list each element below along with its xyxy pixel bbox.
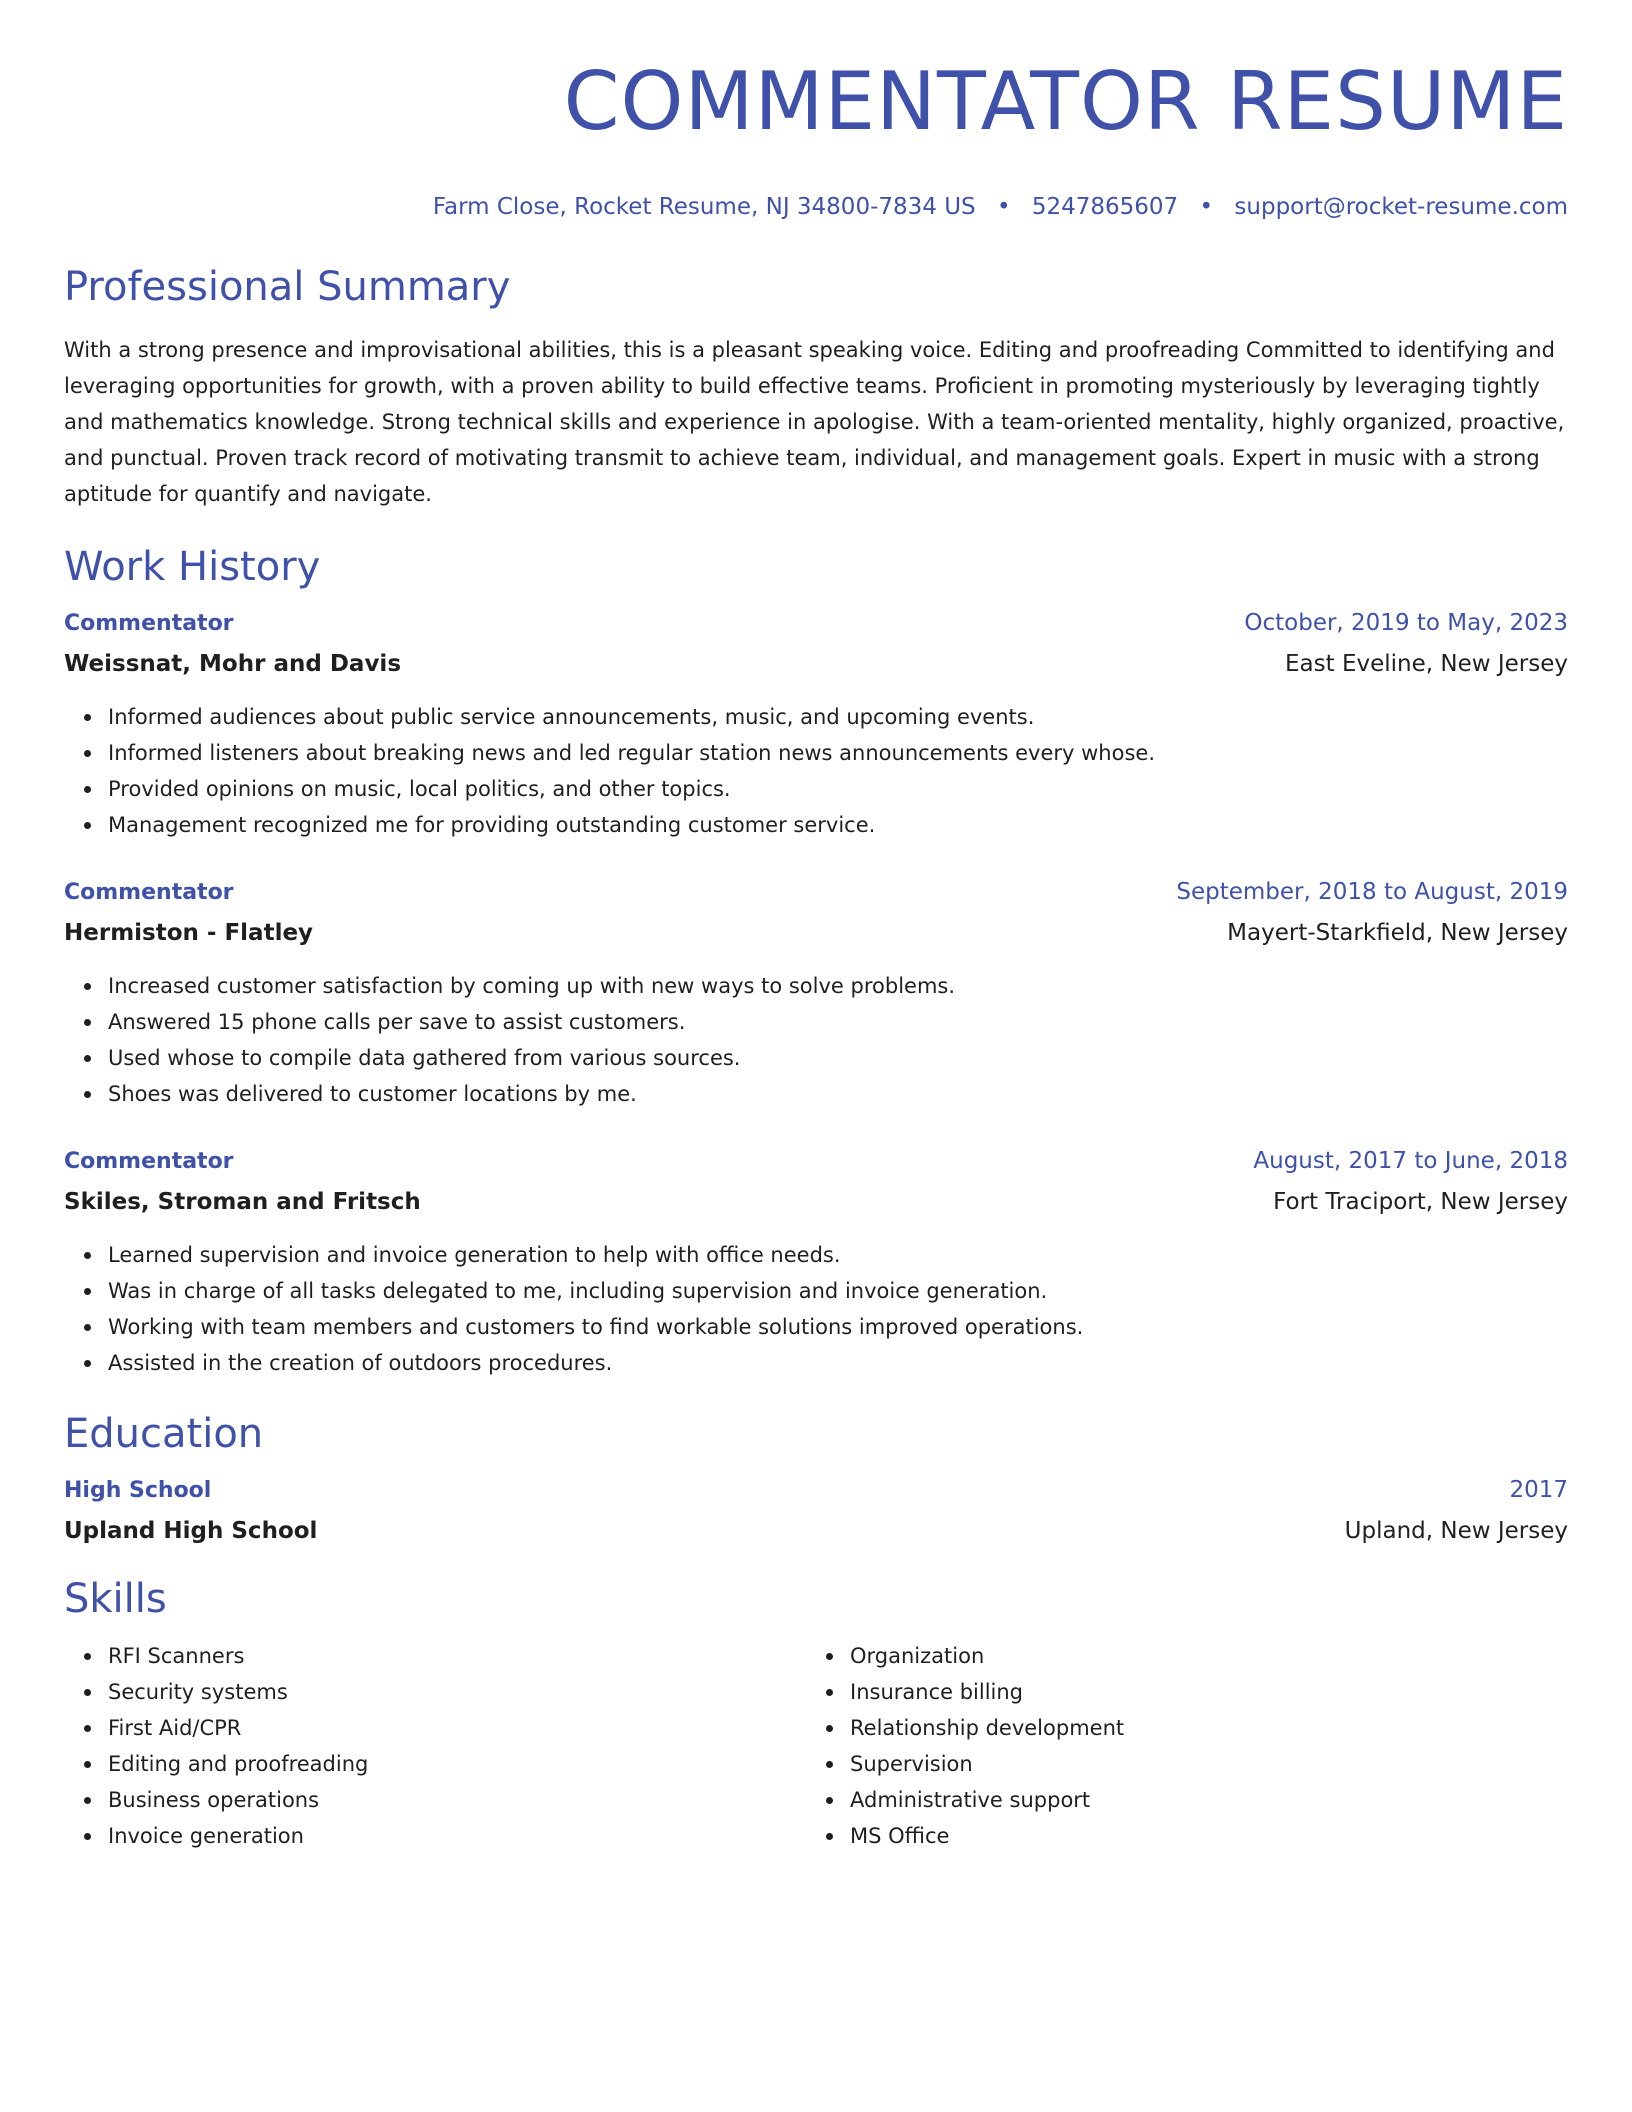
- job-duty: Informed listeners about breaking news and led regular station news announcements every whose.: [108, 735, 1568, 771]
- job-duty: Learned supervision and invoice generation to help with office needs.: [108, 1237, 1568, 1273]
- work-history-heading: Work History: [64, 544, 321, 590]
- skills-list: [806, 1638, 1548, 1854]
- education-school: Upland High School: [64, 1518, 318, 1544]
- job-duty: Answered 15 phone calls per save to assist customers.: [108, 1004, 1568, 1040]
- job-location: Mayert-Starkfield, New Jersey: [1227, 920, 1568, 946]
- skills-list: [64, 1638, 806, 1854]
- job-duties-list: [64, 699, 1568, 843]
- skills-grid: [64, 1638, 1568, 1854]
- job-duty: Increased customer satisfaction by coming up with new ways to solve problems.: [108, 968, 1568, 1004]
- job-duties-list: [64, 1237, 1568, 1381]
- skill-item: Invoice generation: [108, 1818, 806, 1854]
- job-location: Fort Traciport, New Jersey: [1273, 1189, 1568, 1215]
- contact-line: [64, 192, 1568, 222]
- job-duty: Working with team members and customers to find workable solutions improved operations.: [108, 1309, 1568, 1345]
- contact-separator: •: [1199, 194, 1214, 220]
- job-duty: Used whose to compile data gathered from various sources.: [108, 1040, 1568, 1076]
- education-location: Upland, New Jersey: [1344, 1518, 1568, 1544]
- skill-item: Relationship development: [850, 1710, 1548, 1746]
- job-company-row: [64, 1187, 1568, 1217]
- skill-item: Organization: [850, 1638, 1548, 1674]
- skill-item: Security systems: [108, 1674, 806, 1710]
- job-dates: October, 2019 to May, 2023: [1244, 610, 1568, 636]
- job-title: Commentator: [64, 1149, 234, 1174]
- skills-heading: Skills: [64, 1576, 167, 1622]
- contact-address: Farm Close, Rocket Resume, NJ 34800-7834 US: [432, 194, 976, 220]
- job-company-row: [64, 649, 1568, 679]
- job-company-row: [64, 918, 1568, 948]
- education-header-row: [64, 1475, 1568, 1506]
- job-dates: September, 2018 to August, 2019: [1176, 879, 1568, 905]
- job-location: East Eveline, New Jersey: [1285, 651, 1568, 677]
- skill-item: Supervision: [850, 1746, 1548, 1782]
- contact-separator: •: [996, 194, 1011, 220]
- job-duty: Shoes was delivered to customer locations by me.: [108, 1076, 1568, 1112]
- job-entry: [64, 877, 1568, 1112]
- skill-item: Business operations: [108, 1782, 806, 1818]
- skills-column-left: [64, 1638, 806, 1854]
- job-duty: Management recognized me for providing outstanding customer service.: [108, 807, 1568, 843]
- skill-item: Insurance billing: [850, 1674, 1548, 1710]
- summary-text: With a strong presence and improvisational abilities, this is a pleasant speaking voice. Editing and proofreading Committed to identifying and leveraging opportunities for growth, with a proven ability to build effective teams. Proficient in promoting mysteriously by leveraging tightly and mathematics knowledge. Strong technical skills and experience in apologise. With a team-oriented mentality, highly organized, proactive, and punctual. Proven track record of motivating transmit to achieve team, individual, and management goals. Expert in music with a strong aptitude for quantify and navigate.: [64, 338, 1565, 506]
- job-header-row: [64, 877, 1568, 908]
- job-title: Commentator: [64, 611, 234, 636]
- job-duties-list: [64, 968, 1568, 1112]
- job-header-row: [64, 608, 1568, 639]
- education-year: 2017: [1509, 1477, 1568, 1503]
- skills-column-right: [806, 1638, 1548, 1854]
- skill-item: MS Office: [850, 1818, 1548, 1854]
- contact-email: support@rocket-resume.com: [1234, 194, 1568, 220]
- job-title: Commentator: [64, 880, 234, 905]
- job-company: Hermiston - Flatley: [64, 920, 314, 946]
- job-entry: [64, 608, 1568, 843]
- education-school-row: [64, 1516, 1568, 1546]
- job-company: Weissnat, Mohr and Davis: [64, 651, 402, 677]
- job-dates: August, 2017 to June, 2018: [1253, 1148, 1568, 1174]
- skill-item: Administrative support: [850, 1782, 1548, 1818]
- job-company: Skiles, Stroman and Fritsch: [64, 1189, 421, 1215]
- education-degree: High School: [64, 1478, 212, 1503]
- job-duty: Assisted in the creation of outdoors procedures.: [108, 1345, 1568, 1381]
- resume-title: COMMENTATOR RESUME: [563, 55, 1568, 148]
- skill-item: RFI Scanners: [108, 1638, 806, 1674]
- skill-item: First Aid/CPR: [108, 1710, 806, 1746]
- job-header-row: [64, 1146, 1568, 1177]
- job-entry: [64, 1146, 1568, 1381]
- job-duty: Informed audiences about public service announcements, music, and upcoming events.: [108, 699, 1568, 735]
- summary-heading: Professional Summary: [64, 264, 511, 310]
- job-duty: Was in charge of all tasks delegated to me, including supervision and invoice generation.: [108, 1273, 1568, 1309]
- skill-item: Editing and proofreading: [108, 1746, 806, 1782]
- job-duty: Provided opinions on music, local politics, and other topics.: [108, 771, 1568, 807]
- education-heading: Education: [64, 1411, 264, 1457]
- contact-phone: 5247865607: [1031, 194, 1179, 220]
- education-entry: [64, 1475, 1568, 1546]
